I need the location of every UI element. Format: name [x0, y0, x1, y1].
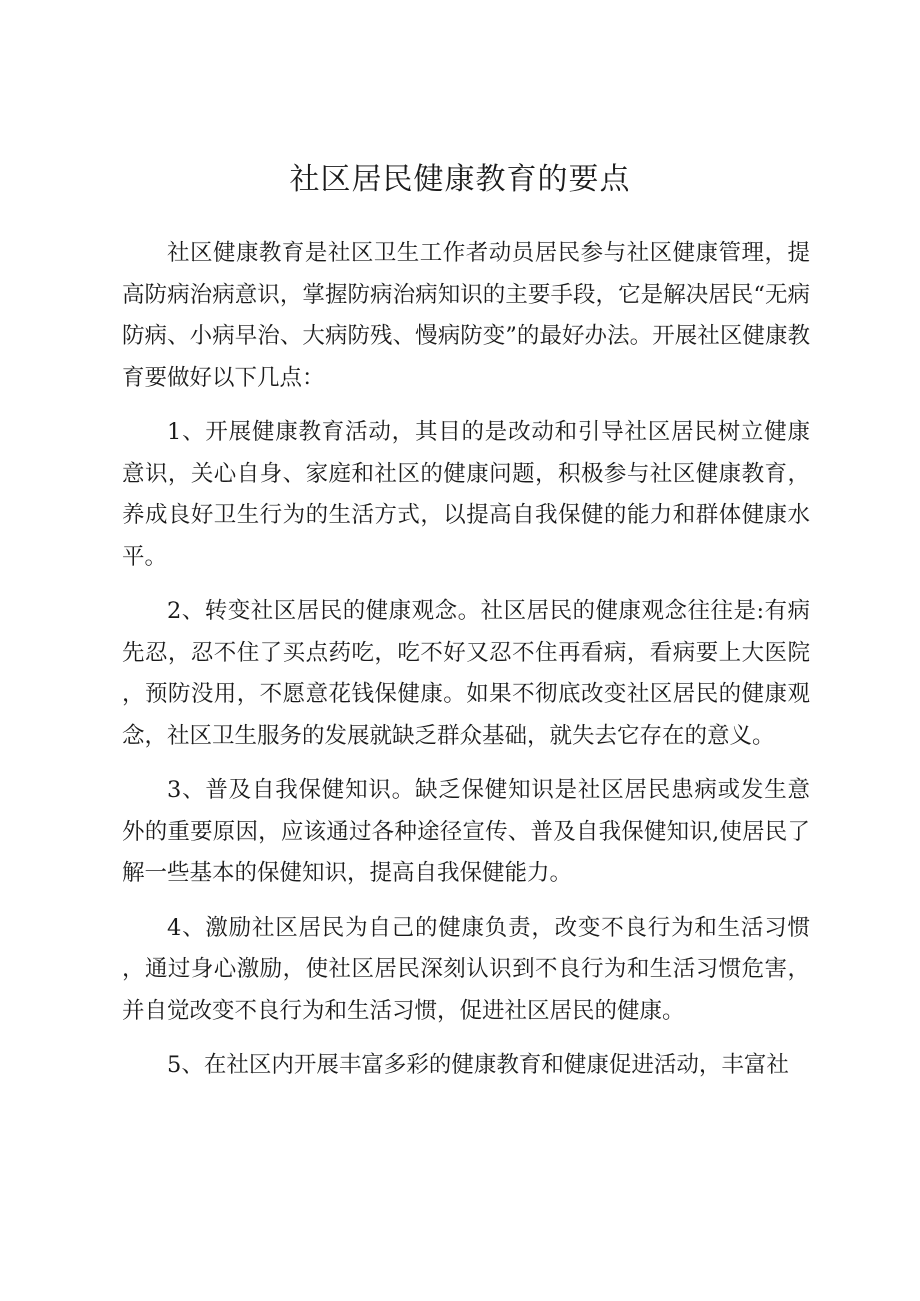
document-title: 社区居民健康教育的要点 [289, 162, 631, 197]
paragraph-point-3: 3、普及自我保健知识。缺乏保健知识是社区居民患病或发生意外的重要原因，应该通过各种途径宣传、普及自我保健知识,使居民了解一些基本的保健知识，提高自我保健能力。 [122, 777, 810, 886]
paragraph-point-4: 4、激励社区居民为自己的健康负责，改变不良行为和生活习惯，通过身心激励，使社区居民深刻认识到不良行为和生活习惯危害，并自觉改变不良行为和生活习惯，促进社区居民的健康。 [122, 914, 810, 1024]
paragraph-intro: 社区健康教育是社区卫生工作者动员居民参与社区健康管理，提高防病治病意识，掌握防病治病知识的主要手段，它是解决居民“无病防病、小病早治、大病防残、慢病防变”的最好办法。开展社区健康教育要做好以下几点： [122, 240, 810, 391]
paragraph-point-5: 5、在社区内开展丰富多彩的健康教育和健康促进活动，丰富社 [167, 1052, 789, 1078]
paragraph-point-2: 2、转变社区居民的健康观念。社区居民的健康观念往往是:有病先忍，忍不住了买点药吃，吃不好又忍不住再看病，看病要上大医院，预防没用，不愿意花钱保健康。如果不彻底改变社区居民的健康观念，社区卫生服务的发展就缺乏群众基础，就失去它存在的意义。 [122, 598, 810, 749]
paragraph-point-1: 1、开展健康教育活动，其目的是改动和引导社区居民树立健康意识，关心自身、家庭和社区的健康问题，积极参与社区健康教育，养成良好卫生行为的生活方式，以提高自我保健的能力和群体健康水平。 [122, 419, 810, 570]
document-body [122, 233, 810, 1100]
